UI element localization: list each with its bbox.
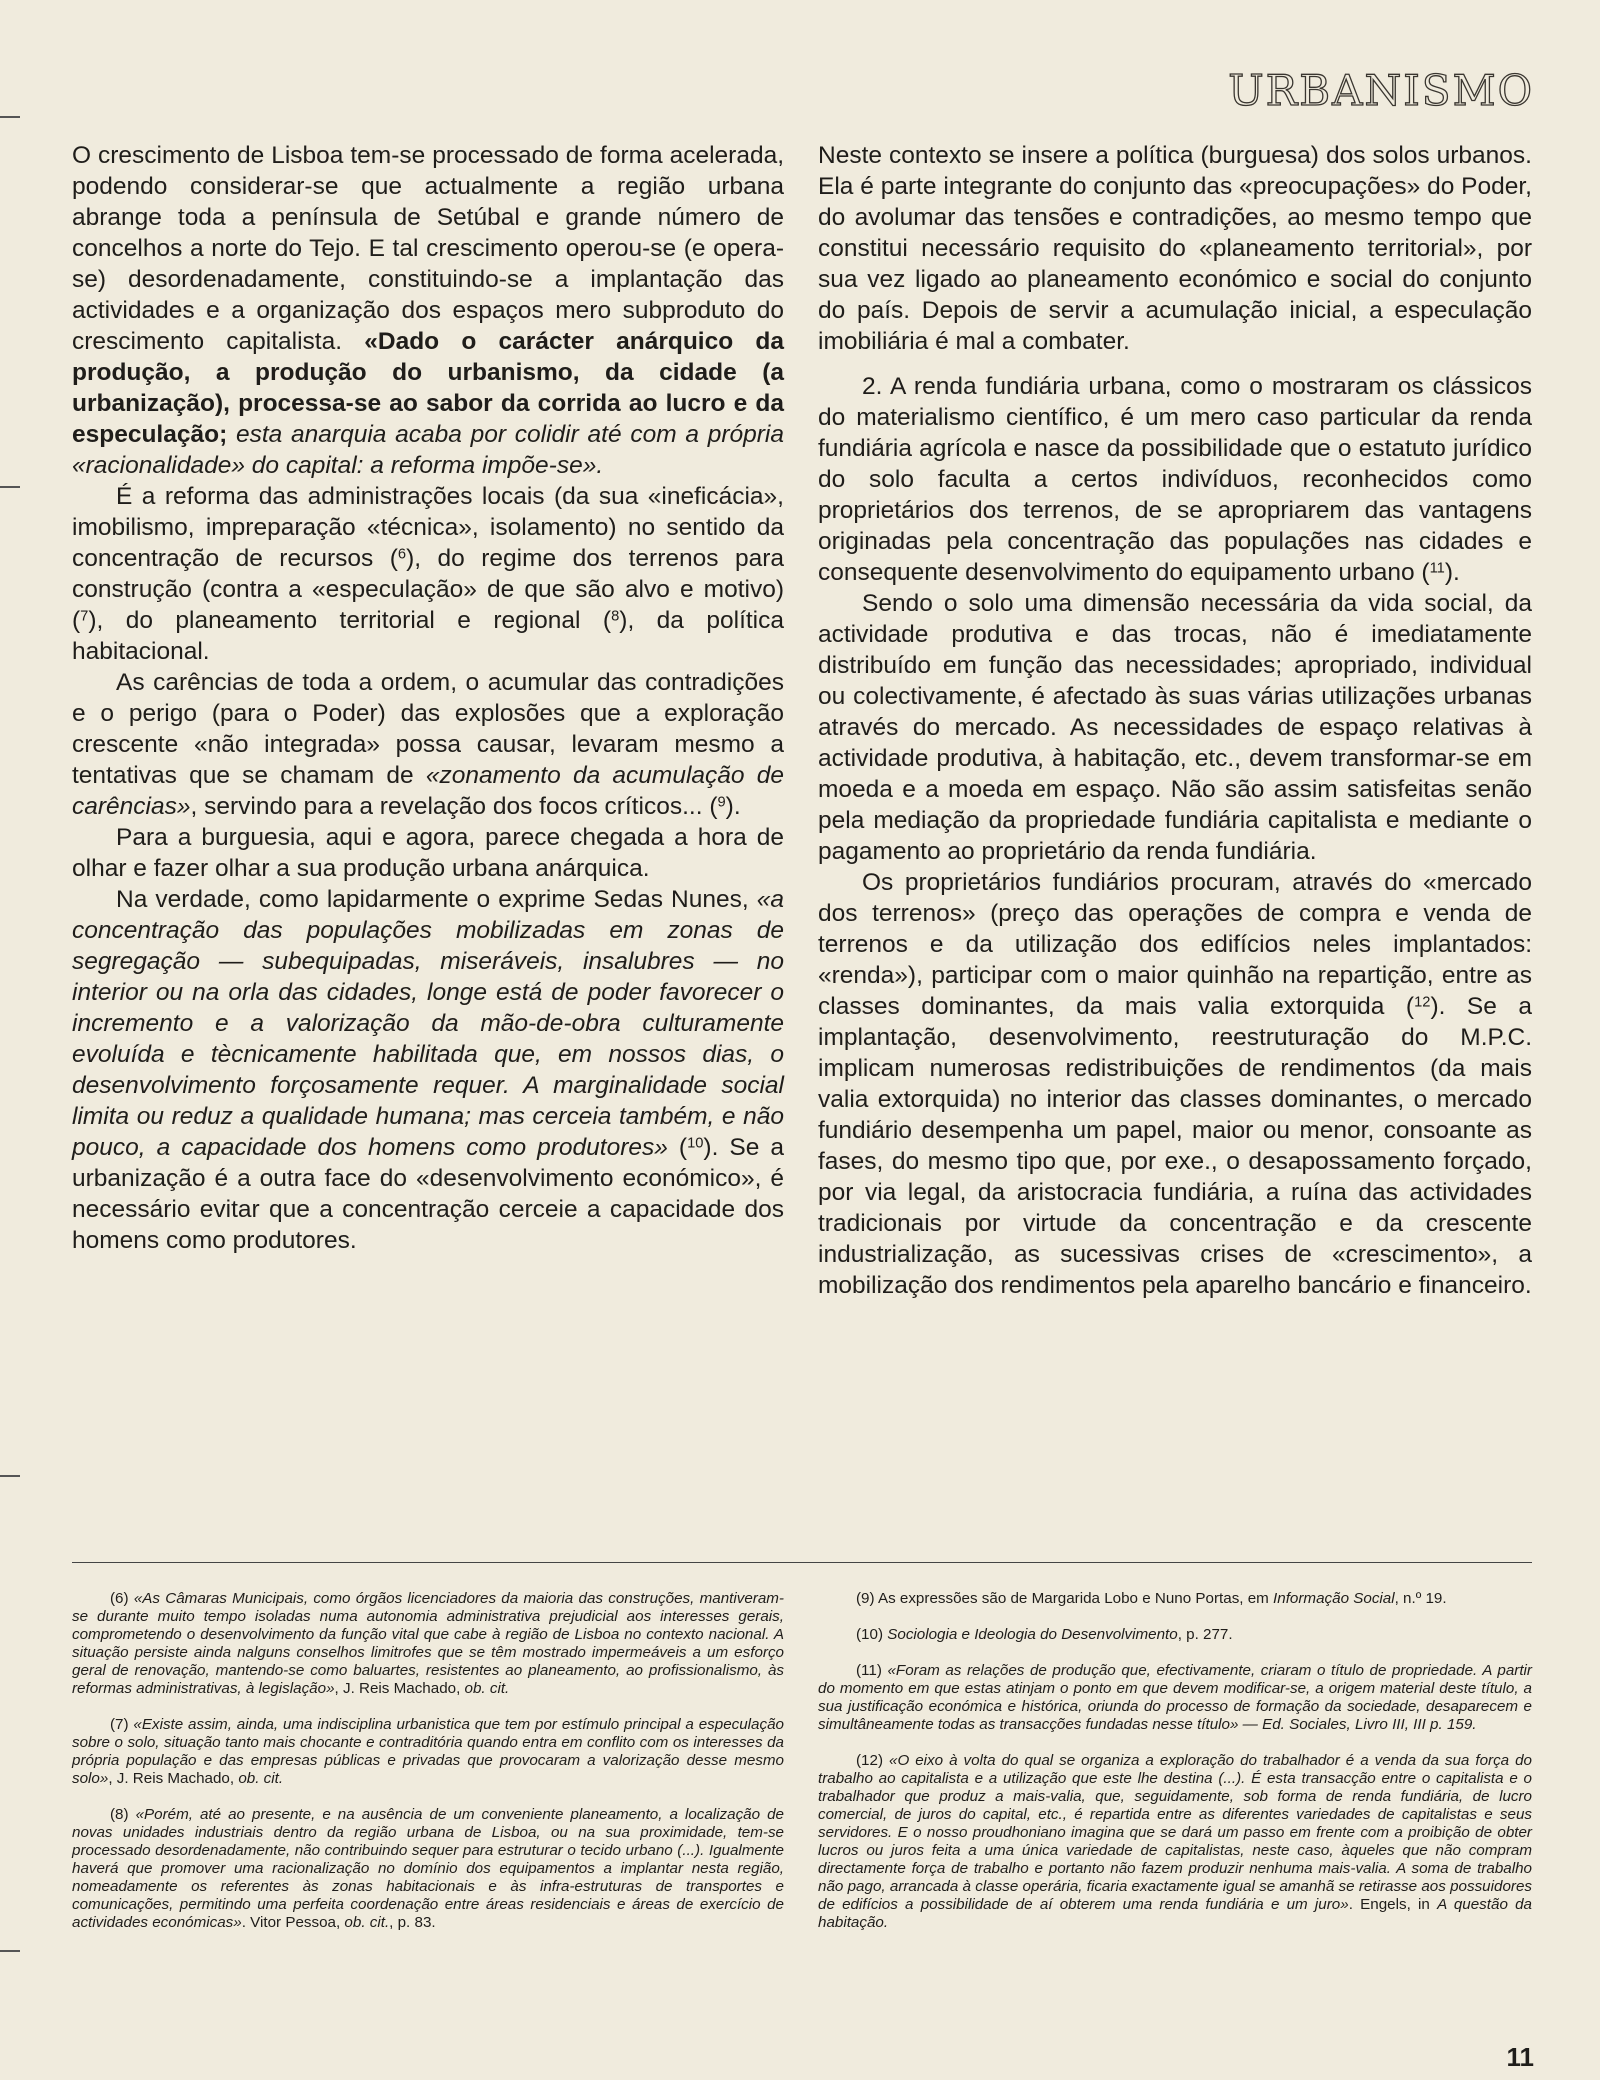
footnote: (7) «Existe assim, ainda, uma indisciplina urbanistica que tem por estímulo principal a especulação sobre o solo, situação tanto mais chocante e contraditória quando entra em conflito com os interesses da própria população e das empresas públicas e privadas que provocaram a valorização desse mesmo solo», J. Reis Machado, ob. cit. bbox=[72, 1716, 784, 1787]
italic-text: esta anarquia acaba por colidir até com a própria «racionalidade» do capital: a reforma impõe-se». bbox=[72, 421, 784, 479]
footnote: (11) «Foram as relações de produção que, efectivamente, criaram o título de propriedade. A partir do momento em que estas atinjam o ponto em que devem modificar-se, a origem material deste título, a sua justificação económica e histórica, oriunda do processo de formação da sociedade, desaparecem e simultâneamente todas as transacções fundadas nesse título» — Ed. Sociales, Livro III, III p. 159. bbox=[818, 1662, 1532, 1733]
paragraph: É a reforma das administrações locais (da sua «ineficácia», imobilismo, impreparação «técnica», isolamento) no sentido da concentração de recursos ($^6$), do regime dos terrenos para construção (contra a «especulação» de que são alvo e motivo) ($^7$), do planeamento territorial e regional ($^8$), da política habitacional. bbox=[72, 483, 785, 665]
body-column-left bbox=[72, 140, 784, 1256]
footnote-number: (7) bbox=[110, 1716, 129, 1733]
paragraph: O crescimento de Lisboa tem-se processado de forma acelerada, podendo considerar-se que actualmente a região urbana abrange toda a península de Setúbal e grande número de concelhos a norte do Tejo. E tal crescimento operou-se (e opera-se) desordenadamente, constituindo-se a implantação das actividades e a organização dos espaços mero subproduto do crescimento capitalista. «Dado o carácter anárquico da produção, a produção do urbanismo, da cidade (a urbanização), processa-se ao sabor da corrida ao lucro e da especulação; esta anarquia acaba por colidir até com a própria «racionalidade» do capital: a reforma impõe-se». bbox=[72, 142, 784, 479]
footnote-number: (9) bbox=[856, 1590, 875, 1607]
section-header: URBANISMO bbox=[1228, 66, 1534, 115]
footnote: (12) «O eixo à volta do qual se organiza a exploração do trabalhador é a venda da sua força do trabalho ao capitalista e a utilização que este lhe destina (...). É esta transacção entre o capitalista e o trabalhador que produz a mais-valia, que, seguidamente, sob forma de renda fundiária, de lucro comercial, de juros do capital, etc., é repartida entre as diferentes variedades de capitalistas e seus servidores. E o nosso proudhoniano imagina que se dará um passo em frente com a proibição de obter lucros ou juros feita a uma única variedade de capitalistas, neste caso, àqueles que não compram directamente força de trabalho e portanto não fazem produzir nenhuma mais-valia. A soma de trabalho não pago, arrancada à classe operária, ficaria exactamente igual se amanhã se retirasse aos possuidores de edifícios a possibilidade de aí obterem uma renda fundiária e um juro». Engels, in A questão da habitação. bbox=[818, 1752, 1532, 1931]
paragraph: As carências de toda a ordem, o acumular das contradições e o perigo (para o Poder) das explosões que a exploração crescente «não integrada» possa causar, levaram mesmo a tentativas que se chamam de «zonamento da acumulação de carências», servindo para a revelação dos focos críticos... ($^9$). bbox=[72, 669, 784, 820]
paragraph: 2. A renda fundiária urbana, como o mostraram os clássicos do materialismo científico, é um mero caso particular da renda fundiária agrícola e nasce da possibilidade que o estatuto jurídico do solo faculta a certos indivíduos, reconhecidos como proprietários dos terrenos, de se apropriarem das vantagens originadas pela concentração das populações nas cidades e consequente desenvolvimento do equipamento urbano ($^{11}$). bbox=[818, 373, 1532, 586]
footnotes-left bbox=[72, 1590, 784, 1950]
footnote-number: (6) bbox=[110, 1590, 129, 1607]
margin-tick bbox=[0, 116, 20, 118]
paragraph: Neste contexto se insere a política (burguesa) dos solos urbanos. Ela é parte integrante do conjunto das «preocupações» do Poder, do avolumar das tensões e contradições, ao mesmo tempo que constitui necessário requisito do «planeamento territorial», por sua vez ligado ao planeamento económico e social do conjunto do país. Depois de servir a acumulação inicial, a especulação imobiliária é mal a combater. bbox=[818, 142, 1532, 355]
footnote: (8) «Porém, até ao presente, e na ausência de um conveniente planeamento, a localização de novas unidades industriais dentro da região urbana de Lisboa, ou na sua proximidade, tem-se processado desordenadamente, não contribuindo sequer para estruturar o tecido urbano (...). Igualmente haverá que promover uma racionalização no domínio dos equipamentos a implantar nesta região, nomeadamente os referentes às zonas habitacionais e às infra-estruturas de transportes e comunicações, permitindo uma perfeita coordenação entre áreas residenciais e áreas de exercício de actividades económicas». Vitor Pessoa, ob. cit., p. 83. bbox=[72, 1806, 784, 1931]
footnote-number: (10) bbox=[856, 1626, 884, 1643]
bold-quote: «Dado o carácter anárquico da produção, a produção do urbanismo, da cidade (a urbanização), processa-se ao sabor da corrida ao lucro e da especulação; bbox=[72, 328, 784, 448]
footnote-number: (11) bbox=[856, 1662, 882, 1679]
paragraph: Os proprietários fundiários procuram, através do «mercado dos terrenos» (preço das operações de compra e venda de terrenos e da utilização dos edifícios neles implantados: «renda»), participar com o maior quinhão na repartição, entre as classes dominantes, da mais valia extorquida ($^{12}$). Se a implantação, desenvolvimento, reestruturação do M.P.C. implicam numerosas redistribuições de rendimentos (da mais valia extorquida) no interior das classes dominantes, o mercado fundiário desempenha um papel, maior ou menor, consoante as fases, do mesmo tipo que, por exe., o desapossamento forçado, por via legal, da aristocracia fundiária, a ruína das actividades tradicionais por virtude da concentração e da crescente industrialização, as sucessivas crises de «crescimento», a mobilização dos rendimentos pela aparelho bancário e financeiro. bbox=[818, 869, 1532, 1299]
body-column-right bbox=[818, 140, 1532, 1301]
footnote: (6) «As Câmaras Municipais, como órgãos licenciadores da maioria das construções, mantiveram-se durante muito tempo isoladas numa autonomia administrativa prejudicial aos interesses gerais, comprometendo o desenvolvimento da função vital que cabe à região de Lisboa no contexto nacional. A situação persiste ainda nalguns conselhos limitrofes que se têm mostrado impermeáveis a um esforço geral de renovação, mantendo-se como baluartes, resistentes ao planeamento, ao profissionalismo, às reformas administrativas, à legislação», J. Reis Machado, ob. cit. bbox=[72, 1590, 784, 1697]
margin-tick bbox=[0, 1950, 20, 1952]
paragraph: Sendo o solo uma dimensão necessária da vida social, da actividade produtiva e das trocas, não é imediatamente distribuído em função das necessidades; apropriado, individual ou colectivamente, é afectado às suas várias utilizações urbanas através do mercado. As necessidades de espaço relativas à actividade produtiva, à habitação, etc., devem transformar-se em moeda e a moeda em espaço. Não são assim satisfeitas senão pela mediação da propriedade fundiária capitalista e mediante o pagamento ao proprietário da renda fundiária. bbox=[818, 590, 1532, 865]
footnote-ref: 11 bbox=[1429, 560, 1445, 577]
footnote-ref: 10 bbox=[687, 1135, 704, 1152]
footnote-ref: 9 bbox=[717, 794, 726, 811]
margin-tick bbox=[0, 486, 20, 488]
footnote: (10) Sociologia e Ideologia do Desenvolvimento, p. 277. bbox=[856, 1626, 1233, 1643]
page-number: 11 bbox=[1506, 2042, 1534, 2072]
paragraph: Na verdade, como lapidarmente o exprime Sedas Nunes, «a concentração das populações mobilizadas em zonas de segregação — subequipadas, miseráveis, insalubres — no interior ou na orla das cidades, longe está de poder favorecer o incremento e a valorização da mão-de-obra culturamente evoluída e tècnicamente habilitada que, em nossos dias, o desenvolvimento forçosamente requer. A marginalidade social limita ou reduz a qualidade humana; mas cerceia também, e não pouco, a capacidade dos homens como produtores» ($^{10}$). Se a urbanização é a outra face do «desenvolvimento económico», é necessário evitar que a concentração cerceie a capacidade dos homens como produtores. bbox=[72, 886, 784, 1254]
margin-tick bbox=[0, 1475, 20, 1477]
footnote-number: (8) bbox=[110, 1806, 129, 1823]
footnotes-right bbox=[818, 1590, 1532, 1950]
footnote-ref: 6 bbox=[397, 546, 407, 563]
footnote-ref: 8 bbox=[611, 608, 620, 625]
footnote-divider bbox=[72, 1562, 1532, 1563]
footnote-ref: 12 bbox=[1414, 994, 1431, 1011]
footnote-number: (12) bbox=[856, 1752, 884, 1769]
footnote: (9) As expressões são de Margarida Lobo e Nuno Portas, em Informação Social, n.º 19. bbox=[856, 1590, 1447, 1607]
footnote-ref: 7 bbox=[80, 608, 89, 625]
paragraph: Para a burguesia, aqui e agora, parece chegada a hora de olhar e fazer olhar a sua produção urbana anárquica. bbox=[72, 824, 784, 882]
italic-text: «zonamento da acumulação de carências» bbox=[72, 762, 784, 820]
italic-quote: «a concentração das populações mobilizadas em zonas de segregação — subequipadas, miseráveis, insalubres — no interior ou na orla das cidades, longe está de poder favorecer o incremento e a valorização da mão-de-obra culturamente evoluída e tècnicamente habilitada que, em nossos dias, o desenvolvimento forçosamente requer. A marginalidade social limita ou reduz a qualidade humana; mas cerceia também, e não pouco, a capacidade dos homens como produtores» bbox=[72, 886, 784, 1161]
